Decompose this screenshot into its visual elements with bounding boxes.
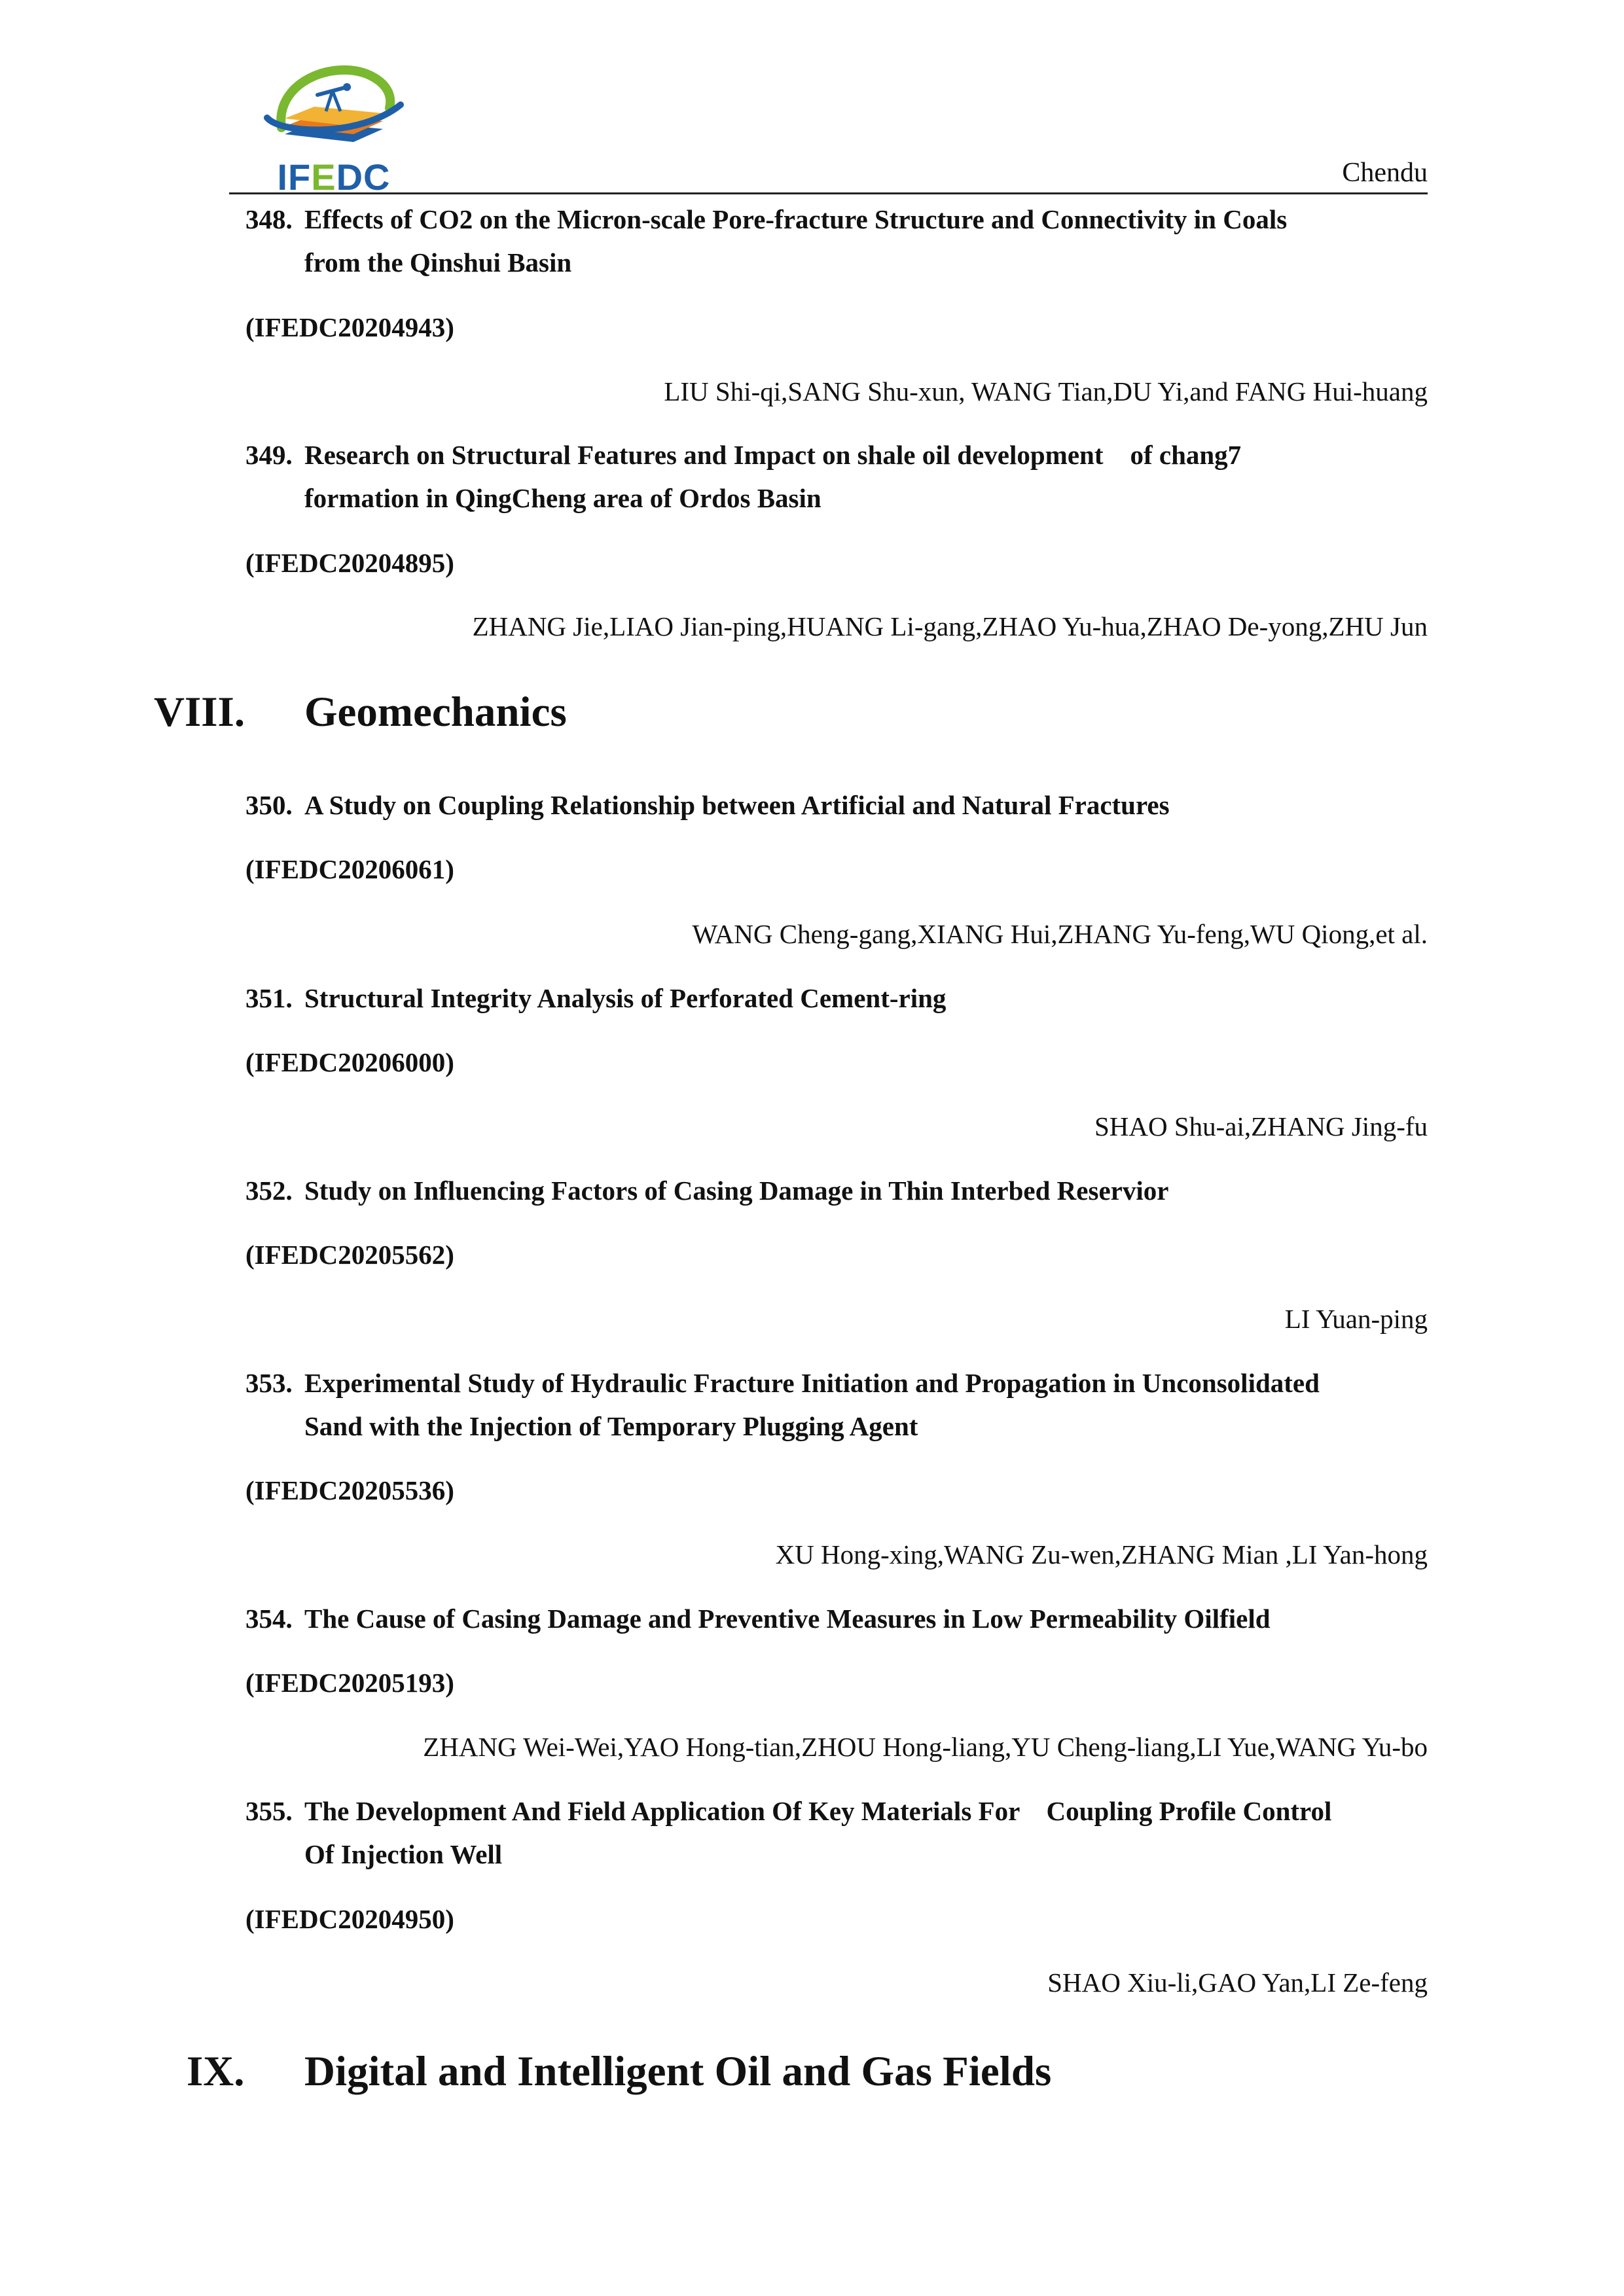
- logo-wordmark: IFEDC: [277, 156, 391, 198]
- header-city: Chendu: [1342, 158, 1428, 188]
- paper-title: 348. Effects of CO2 on the Micron-scale Pore-fracture Structure and Connectivity in Coals from the Qinshui Basin: [245, 204, 1288, 278]
- section-title: Digital and Intelligent Oil and Gas Fields: [304, 2048, 1052, 2095]
- paper-code: (IFEDC20206061): [245, 854, 454, 884]
- paper-title: 353. Experimental Study of Hydraulic Fracture Initiation and Propagation in Unconsolidated Sand with the Injection of Temporary Plugging Agent: [245, 1368, 1320, 1441]
- paper-code: (IFEDC20205536): [245, 1475, 454, 1505]
- section-title: Geomechanics: [304, 689, 567, 736]
- paper-title: 352. Study on Influencing Factors of Casing Damage in Thin Interbed Reservior: [245, 1175, 1169, 1206]
- paper-authors: ZHANG Wei-Wei,YAO Hong-tian,ZHOU Hong-liang,YU Cheng-liang,LI Yue,WANG Yu-bo: [423, 1732, 1428, 1762]
- paper-code: (IFEDC20204895): [245, 548, 454, 578]
- paper-code: (IFEDC20206000): [245, 1047, 454, 1077]
- paper-authors: WANG Cheng-gang,XIANG Hui,ZHANG Yu-feng,WU Qiong,et al.: [692, 919, 1428, 949]
- section-numeral: VIII.: [154, 689, 245, 736]
- paper-authors: ZHANG Jie,LIAO Jian-ping,HUANG Li-gang,ZHAO Yu-hua,ZHAO De-yong,ZHU Jun: [472, 611, 1428, 641]
- paper-title: 354. The Cause of Casing Damage and Preventive Measures in Low Permeability Oilfield: [245, 1604, 1271, 1634]
- paper-title: 351. Structural Integrity Analysis of Perforated Cement-ring: [245, 983, 947, 1013]
- paper-code: (IFEDC20205193): [245, 1668, 454, 1698]
- paper-authors: LIU Shi-qi,SANG Shu-xun, WANG Tian,DU Yi,and FANG Hui-huang: [664, 376, 1428, 406]
- paper-authors: SHAO Xiu-li,GAO Yan,LI Ze-feng: [1047, 1967, 1428, 1998]
- paper-title: 349. Research on Structural Features and Impact on shale oil development of chang7 formation in QingCheng area of Ordos Basin: [245, 440, 1242, 513]
- paper-authors: XU Hong-xing,WANG Zu-wen,ZHANG Mian ,LI Yan-hong: [775, 1539, 1428, 1570]
- paper-authors: SHAO Shu-ai,ZHANG Jing-fu: [1094, 1111, 1428, 1141]
- paper-code: (IFEDC20205562): [245, 1240, 454, 1270]
- section-numeral: IX.: [187, 2048, 245, 2095]
- paper-code: (IFEDC20204950): [245, 1904, 454, 1934]
- paper-title: 355. The Development And Field Application Of Key Materials For Coupling Profile Control Of Injection Well: [245, 1796, 1332, 1869]
- paper-authors: LI Yuan-ping: [1284, 1304, 1428, 1334]
- paper-title: 350. A Study on Coupling Relationship between Artificial and Natural Fractures: [245, 790, 1170, 820]
- paper-code: (IFEDC20204943): [245, 312, 454, 342]
